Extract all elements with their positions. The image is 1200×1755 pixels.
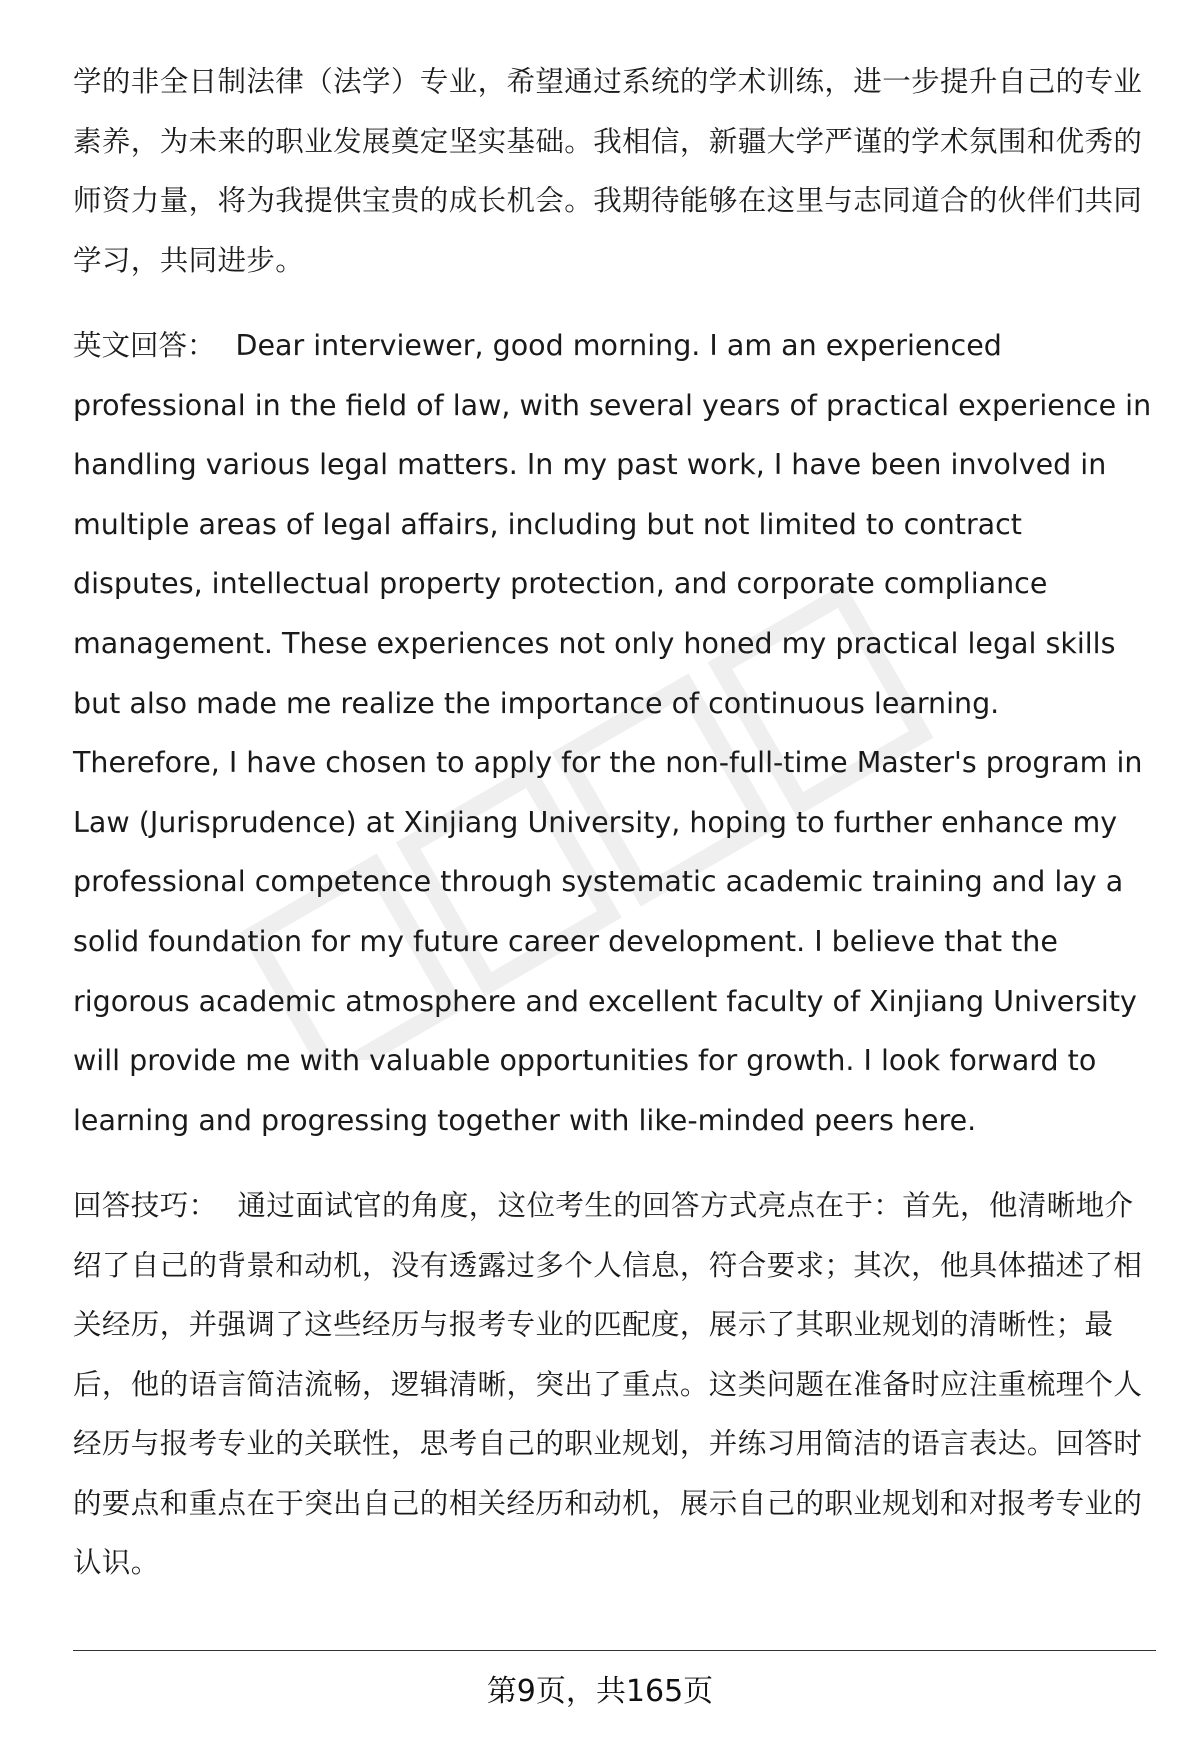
paragraph-answer-tips — [73, 1176, 1153, 1593]
paragraph-text: Dear interviewer, good morning. I am an experienced professional in the field of law, with several years of practical experience in handling various legal matters. In my past work, I have been involved in multiple areas of legal affairs, including but not limited to contract disputes, intellectual property protection, and corporate compliance management. These experiences not only honed my practical legal skills but also made me realize the importance of continuous learning. Therefore, I have chosen to apply for the non-full-time Master's program in Law (Jurisprudence) at Xinjiang University, hoping to further enhance my professional competence through systematic academic training and lay a solid foundation for my future career development. I believe that the rigorous academic atmosphere and excellent faculty of Xinjiang University will provide me with valuable opportunities for growth. I look forward to learning and progressing together with like-minded peers here. — [73, 329, 1152, 1137]
answer-tips-label: 回答技巧： — [73, 1189, 218, 1223]
document-body — [73, 52, 1153, 1619]
paragraph-text: 学的非全日制法律（法学）专业，希望通过系统的学术训练，进一步提升自己的专业素养，为未来的职业发展奠定坚实基础。我相信，新疆大学严谨的学术氛围和优秀的师资力量，将为我提供宝贵的成长机会。我期待能够在这里与志同道合的伙伴们共同学习，共同进步。 — [73, 65, 1143, 277]
paragraph-english-answer — [73, 316, 1153, 1150]
footer-divider — [73, 1650, 1156, 1651]
english-answer-label: 英文回答： — [73, 329, 216, 362]
paragraph-intro-continuation — [73, 52, 1153, 290]
page-number: 第9页，共165页 — [486, 1674, 714, 1709]
paragraph-text: 通过面试官的角度，这位考生的回答方式亮点在于：首先，他清晰地介绍了自己的背景和动机，没有透露过多个人信息，符合要求；其次，他具体描述了相关经历，并强调了这些经历与报考专业的匹配度，展示了其职业规划的清晰性；最后，他的语言简洁流畅，逻辑清晰，突出了重点。这类问题在准备时应注重梳理个人经历与报考专业的关联性，思考自己的职业规划，并练习用简洁的语言表达。回答时的要点和重点在于突出自己的相关经历和动机，展示自己的职业规划和对报考专业的认识。 — [73, 1189, 1143, 1580]
